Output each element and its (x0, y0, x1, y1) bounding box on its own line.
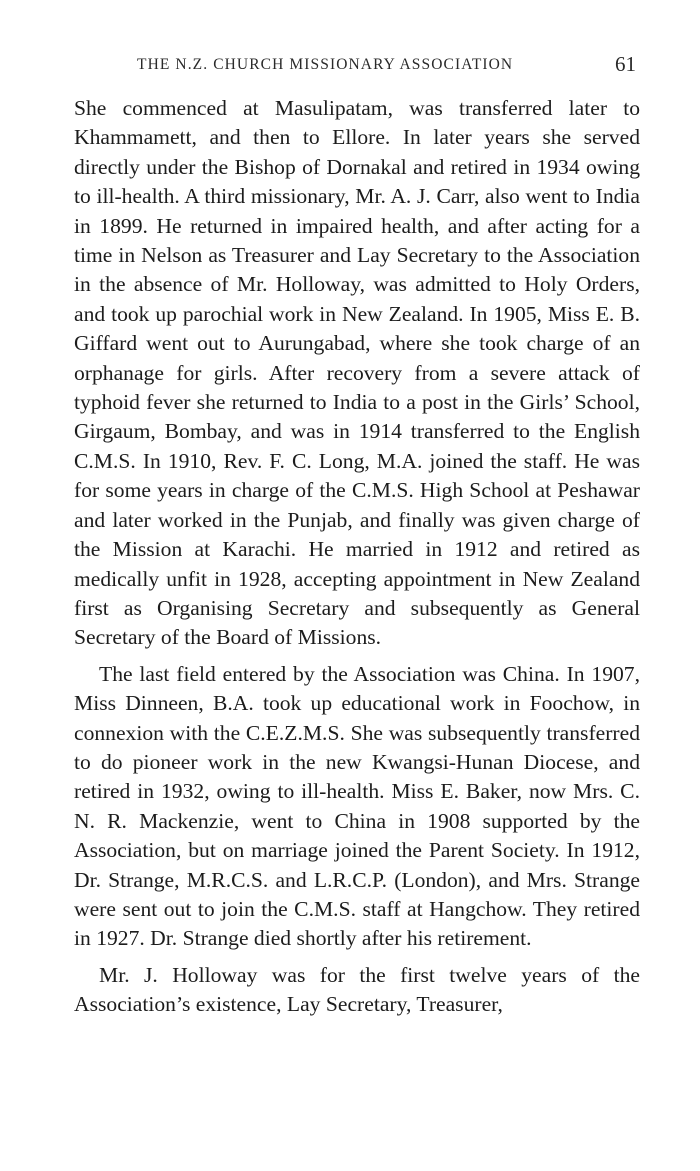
running-title: THE N.Z. CHURCH MISSIONARY ASSOCIATION (137, 56, 514, 73)
page-number: 61 (615, 52, 636, 76)
paragraph-2: The last field entered by the Association was China. In 1907, Miss Dinneen, B.A. took up educational work in Foochow, in connexion with the C.E.Z.M.S. She was subsequently transferred to do pioneer work in the new Kwangsi-Hunan Diocese, and retired in 1932, owing to ill-health. Miss E. Baker, now Mrs. C. N. R. Mackenzie, went to China in 1908 supported by the Association, but on marriage joined the Parent Society. In 1912, Dr. Strange, M.R.C.S. and L.R.C.P. (London), and Mrs. Strange were sent out to join the C.M.S. staff at Hangchow. They retired in 1927. Dr. Strange died shortly after his retirement. (74, 661, 640, 951)
paragraph-3: Mr. J. Holloway was for the first twelve years of the Association’s existence, Lay Secretary, Treasurer, (74, 962, 640, 1017)
paragraph-1: She commenced at Masulipatam, was transferred later to Khammamett, and then to Ellore. In later years she served directly under the Bishop of Dornakal and retired in 1934 owing to ill-health. A third missionary, Mr. A. J. Carr, also went to India in 1899. He returned in impaired health, and after acting for a time in Nelson as Treasurer and Lay Secretary to the Association in the absence of Mr. Holloway, was admitted to Holy Orders, and took up parochial work in New Zealand. In 1905, Miss E. B. Giffard went out to Aurungabad, where she took charge of an orphanage for girls. After recovery from a severe attack of typhoid fever she returned to India to a post in the Girls’ School, Girgaum, Bombay, and was in 1914 transferred to the English C.M.S. In 1910, Rev. F. C. Long, M.A. joined the staff. He was for some years in charge of the C.M.S. High School at Peshawar and later worked in the Punjab, and finally was given charge of the Mission at Karachi. He married in 1912 and retired as medically unfit in 1928, accepting appointment in New Zealand first as Organising Secretary and subsequently as General Secretary of the Board of Missions. (74, 96, 640, 650)
running-head (74, 52, 640, 78)
body-text (74, 94, 640, 1020)
